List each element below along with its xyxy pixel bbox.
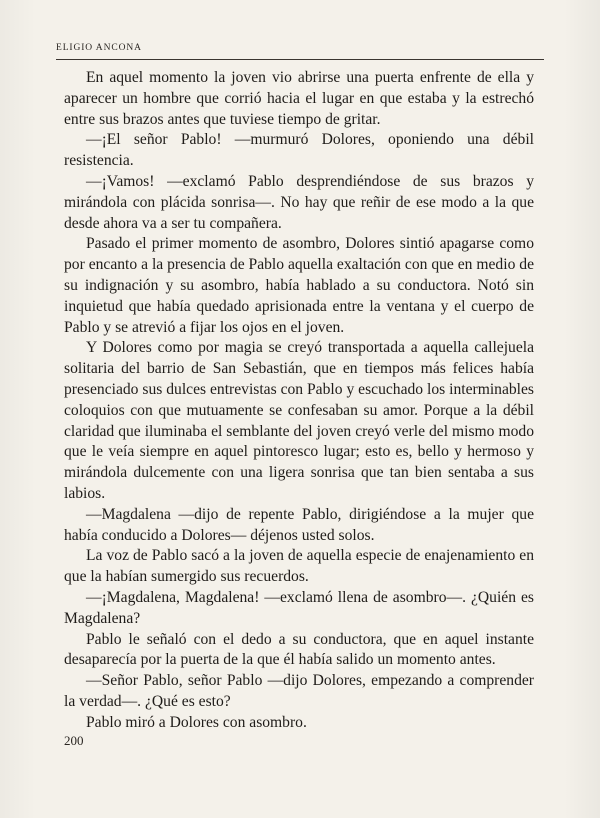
paragraph: Y Dolores como por magia se creyó transportada a aquella callejuela solitaria del barrio de San Sebastián, que en tiempos más felices había presenciado sus dulces entrevistas con Pablo y escuchado los interminables coloquios con que mutuamente se confesaban su amor. Porque a la débil claridad que iluminaba el semblante del joven creyó verle del mismo modo que le veía siempre en aquel pintoresco lugar; esto es, bello y hermoso y mirándola dulcemente con una ligera sonrisa que tan bien sentaba a sus labios. <box>64 339 534 502</box>
paragraph: —Señor Pablo, señor Pablo —dijo Dolores, empezando a comprender la verdad—. ¿Qué es esto? <box>64 672 534 710</box>
paragraph: Pasado el primer momento de asombro, Dolores sintió apagarse como por encanto a la presencia de Pablo aquella exaltación con que en medio de su indignación y su asombro, había hablado a su conductora. Notó sin inquietud que había quedado aprisionada entre la ventana y el cuerpo de Pablo y se atrevió a fijar los ojos en el joven. <box>64 235 534 336</box>
paragraph: Pablo le señaló con el dedo a su conductora, que en aquel instante desaparecía por la puerta de la que él había salido un momento antes. <box>64 630 534 669</box>
header-rule <box>56 59 544 60</box>
body-text <box>64 68 534 734</box>
paragraph: En aquel momento la joven vio abrirse una puerta enfrente de ella y aparecer un hombre que corrió hacia el lugar en que estaba y la estrechó entre sus brazos antes que tuviese tiempo de gritar. <box>64 69 534 128</box>
paragraph: —Magdalena —dijo de repente Pablo, dirigiéndose a la mujer que había conducido a Dolores— déjenos usted solos. <box>64 505 534 544</box>
paragraph: La voz de Pablo sacó a la joven de aquella especie de enajenamiento en que la habían sumergido sus recuerdos. <box>64 547 534 586</box>
paragraph: —¡El señor Pablo! —murmuró Dolores, oponiendo una débil resistencia. <box>64 131 534 170</box>
page-number: 200 <box>64 733 84 748</box>
running-head: ELIGIO ANCONA <box>56 43 142 53</box>
paragraph: Pablo miró a Dolores con asombro. <box>86 713 307 731</box>
paragraph: —¡Vamos! —exclamó Pablo desprendiéndose de sus brazos y mirándola con plácida sonrisa—. No hay que reñir de ese modo a la que desde ahora va a ser tu compañera. <box>64 172 534 232</box>
paragraph: —¡Magdalena, Magdalena! —exclamó llena de asombro—. ¿Quién es Magdalena? <box>64 588 534 627</box>
